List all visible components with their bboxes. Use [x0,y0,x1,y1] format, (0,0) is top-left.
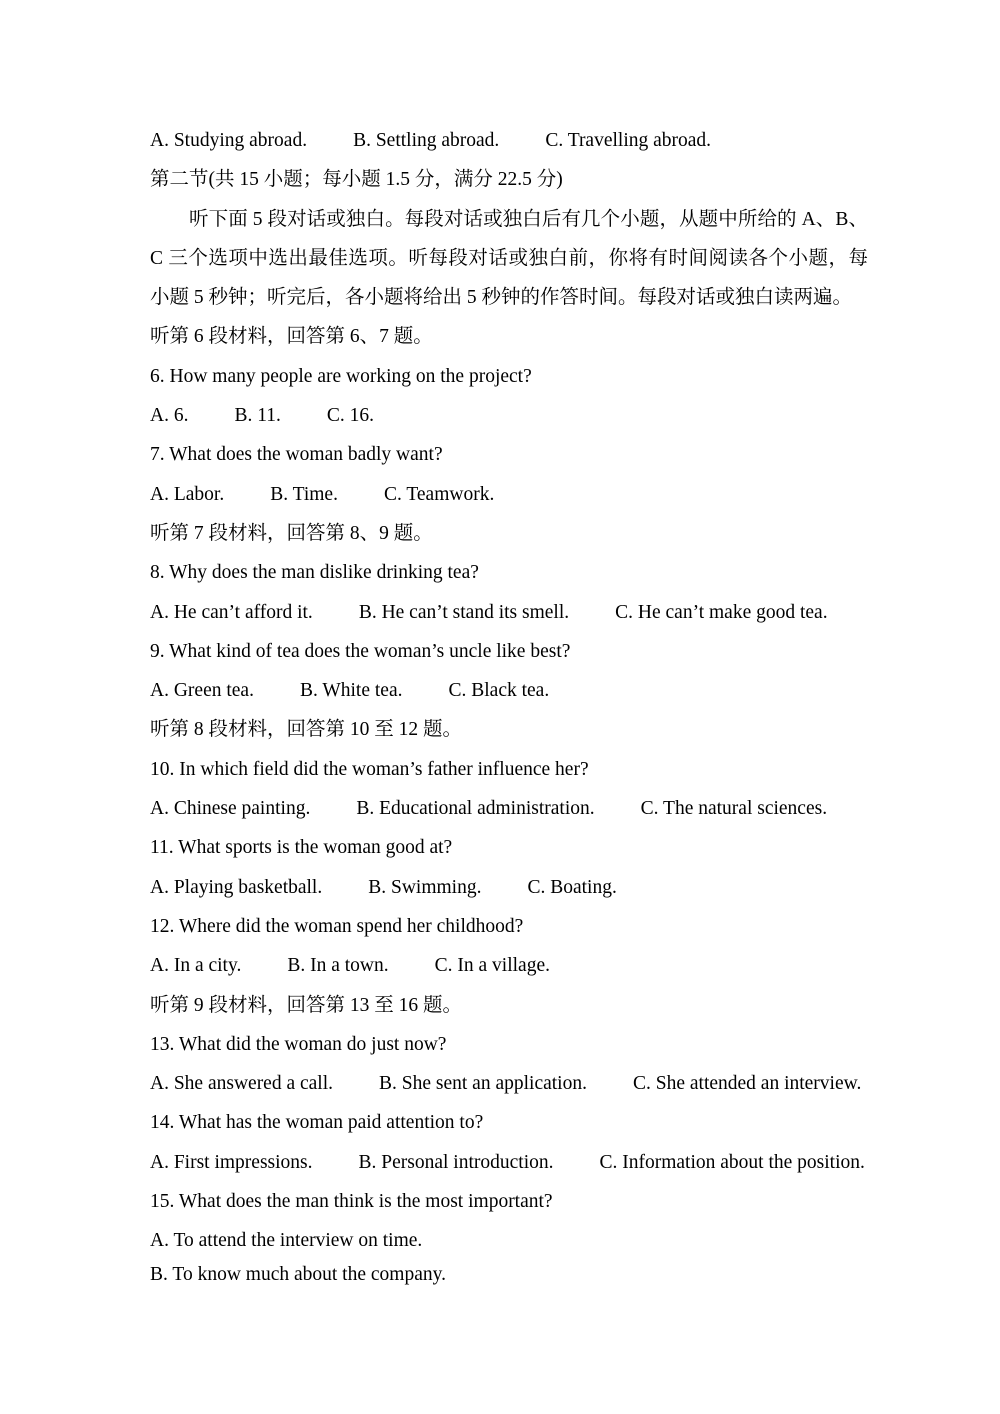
option-row [150,946,868,985]
question-text: 15. What does the man think is the most important? [150,1191,553,1213]
question-text: 6. How many people are working on the project? [150,365,532,387]
option-row [150,1064,868,1103]
option-text: C. 16. [326,405,375,427]
option-text: A. Playing basketball. [150,876,323,898]
option-text: B. Settling abroad. [353,130,500,151]
question-text: 8. Why does the man dislike drinking tea? [150,562,479,584]
question-text: 12. Where did the woman spend her childhood? [150,915,524,937]
option-text: A. 6. [150,405,189,427]
option-text: A. Labor. [150,483,225,505]
option-text: B. She sent an application. [379,1073,587,1095]
option-text: A. She answered a call. [150,1073,334,1095]
option-text: B. Personal introduction. [358,1151,554,1173]
instructions-paragraph: 听下面 5 段对话或独白。每段对话或独白后有几个小题，从题中所给的 A、B、C 三个选项中选出最佳选项。听每段对话或独白前，你将有时间阅读各个小题，每小题 5 秒钟；听完后，各小题将给出 5 秒钟的作答时间。每段对话或独白读两遍。 [150,208,868,309]
option-text: B. Time. [270,483,338,505]
option-row [150,789,868,828]
option-text: B. Swimming. [368,876,482,898]
option-row [150,121,868,160]
option-text: A. He can’t afford it. [150,601,313,623]
option-text: C. He can’t make good tea. [615,601,828,623]
option-text: B. 11. [234,405,281,427]
exam-page [150,121,868,1294]
option-row [150,1143,868,1182]
option-text: C. Information about the position. [599,1151,865,1173]
document-body [150,121,868,1294]
option-text: A. Studying abroad. [150,130,308,151]
option-text: A. Green tea. [150,680,254,702]
question-text: 10. In which field did the woman’s father influence her? [150,758,589,780]
option-text: B. White tea. [299,680,403,702]
option-text: C. She attended an interview. [632,1073,862,1095]
question-text: 13. What did the woman do just now? [150,1033,447,1055]
option-line: B. To know much about the company. [150,1263,446,1285]
section-heading: 第二节(共 15 小题；每小题 1.5 分，满分 22.5 分) [150,169,563,191]
option-text: B. In a town. [287,955,389,977]
option-text: A. First impressions. [150,1151,313,1173]
option-text: C. The natural sciences. [640,798,828,820]
option-text: C. Black tea. [448,680,550,702]
option-row [150,868,868,907]
option-text: C. In a village. [434,955,550,977]
option-row [150,396,868,435]
option-text: C. Boating. [527,876,617,898]
option-row [150,593,868,632]
option-line: A. To attend the interview on time. [150,1230,423,1252]
material-heading: 听第 7 段材料，回答第 8、9 题。 [150,522,433,544]
question-text: 9. What kind of tea does the woman’s uncle like best? [150,640,571,662]
option-row [150,475,868,514]
option-text: B. Educational administration. [356,798,595,820]
option-text: A. In a city. [150,955,242,977]
option-text: C. Travelling abroad. [545,130,712,151]
question-text: 11. What sports is the woman good at? [150,837,453,859]
option-text: A. Chinese painting. [150,798,311,820]
material-heading: 听第 8 段材料，回答第 10 至 12 题。 [150,719,463,741]
question-text: 7. What does the woman badly want? [150,444,443,466]
option-row [150,671,868,710]
option-text: B. He can’t stand its smell. [358,601,570,623]
material-heading: 听第 9 段材料，回答第 13 至 16 题。 [150,994,463,1016]
question-text: 14. What has the woman paid attention to? [150,1112,484,1134]
option-text: C. Teamwork. [383,483,495,505]
material-heading: 听第 6 段材料，回答第 6、7 题。 [150,326,433,348]
